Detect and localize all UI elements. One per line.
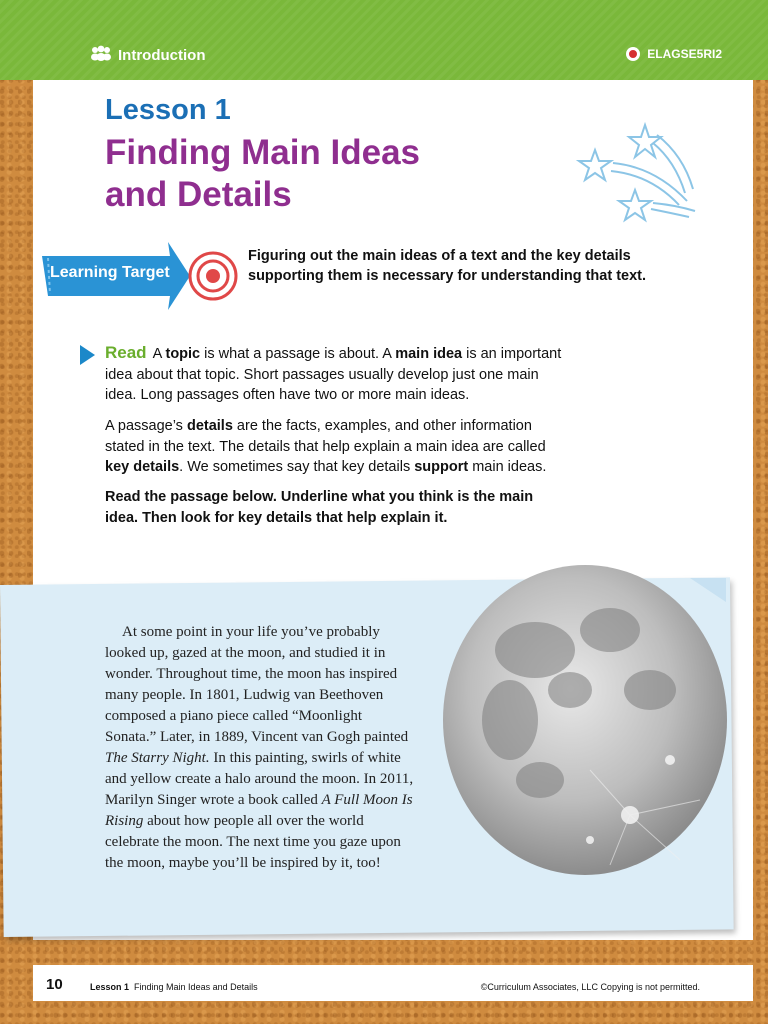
standard-icon <box>626 47 640 61</box>
term-key-details: key details <box>105 459 180 475</box>
term-support: support <box>414 459 469 475</box>
term-main-idea: main idea <box>395 346 463 362</box>
read-instruction: Read the passage below. Underline what you think is the main idea. Then look for key details that help explain it. <box>105 489 534 526</box>
learning-target-text: Figuring out the main ideas of a text and the key details supporting them is necessary for understanding that text. <box>248 248 647 284</box>
passage-run: In this painting, swirls of white and yellow create a halo around the moon. In 2011, Marilyn Singer wrote a book called <box>105 750 414 808</box>
term-details: details <box>186 418 233 434</box>
footer-lesson <box>90 982 258 992</box>
passage-title-italic: A Full Moon Is Rising <box>105 792 413 829</box>
read-arrow-icon <box>80 345 95 365</box>
section-label <box>90 45 205 65</box>
group-icon <box>90 45 112 65</box>
text-run: . We sometimes say that key details <box>179 459 415 475</box>
read-paragraph-2 <box>105 416 565 478</box>
stars-icon <box>575 105 700 225</box>
term-topic: topic <box>165 346 201 362</box>
lesson-number: Lesson 1 <box>105 94 231 126</box>
lesson-title: Finding Main Ideas and Details <box>105 133 421 214</box>
passage-title-italic: The Starry Night. <box>105 750 210 766</box>
header-bar <box>0 0 768 80</box>
text-run: A <box>152 346 166 362</box>
text-run: is what a passage is about. A <box>200 346 396 362</box>
text-run: main ideas. <box>468 459 547 475</box>
learning-target-label: Learning Target <box>50 264 170 281</box>
page-number: 10 <box>46 976 63 993</box>
section-label-text: Introduction <box>118 46 206 64</box>
passage-run: At some point in your life you’ve probably looked up, gazed at the moon, and studied it in wonder. Throughout time, the moon has inspired many people. In 1801, Ludwig van Beethoven composed a piano piece called “Moonlight Sonata.” Later, in 1889, Vincent van Gogh painted <box>105 624 409 745</box>
text-run: A passage’s <box>105 418 187 434</box>
standard-badge <box>626 45 722 63</box>
footer-lesson-label: Lesson 1 <box>90 982 130 992</box>
footer-copyright: ©Curriculum Associates, LLC Copying is not permitted. <box>480 982 700 992</box>
moon-image <box>440 560 730 880</box>
read-label: Read <box>105 343 147 362</box>
passage-text <box>105 622 415 874</box>
read-paragraph-1 <box>105 343 565 406</box>
text-run: are the facts, examples, and other information stated in the text. The details that help explain a main idea are called <box>105 418 546 455</box>
passage-run: about how people all over the world celebrate the moon. The next time you gaze upon the moon, maybe you’ll be inspired by it, too! <box>105 813 401 871</box>
standard-code: ELAGSE5RI2 <box>647 47 722 61</box>
text-run: is an important idea about that topic. Short passages usually develop just one main idea. Long passages often have two or more main ideas. <box>105 346 562 403</box>
footer-lesson-title: Finding Main Ideas and Details <box>134 982 258 992</box>
